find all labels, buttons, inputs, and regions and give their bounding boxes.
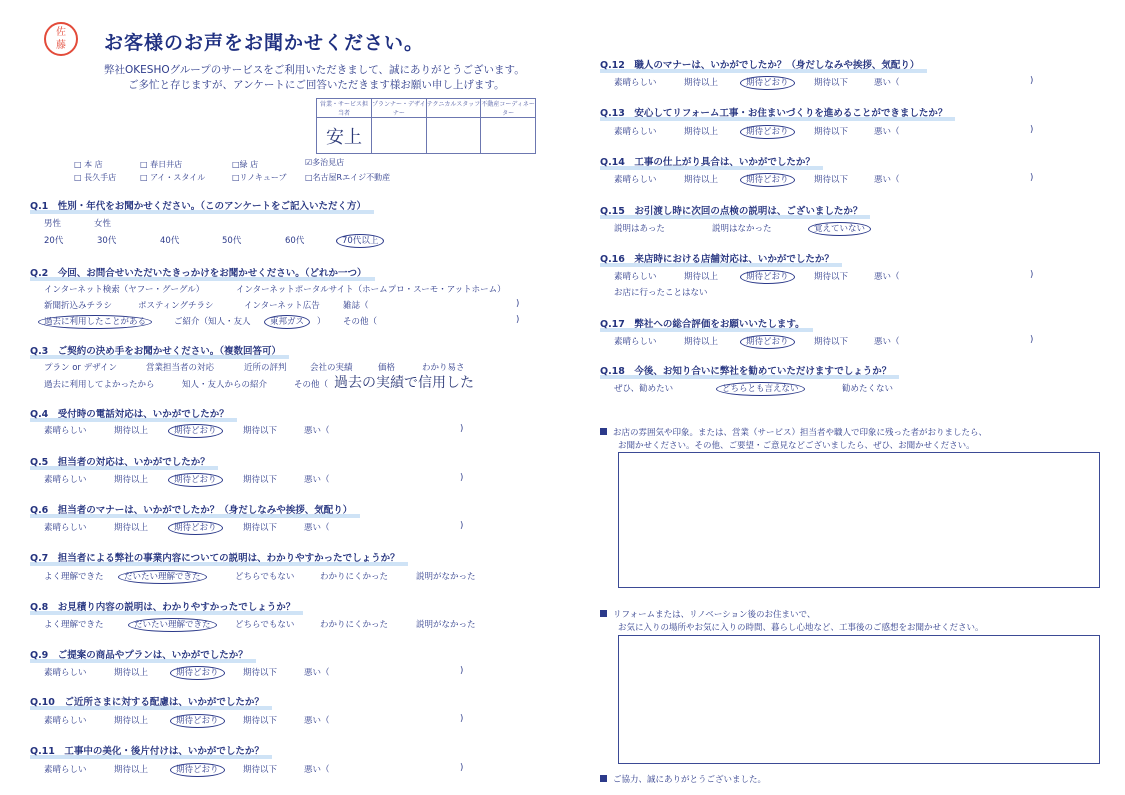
q2-internet-search[interactable]: インターネット検索（ヤフー・グーグル） xyxy=(44,285,205,295)
comment1-textarea[interactable] xyxy=(618,452,1100,588)
q4-opt-as-expected[interactable]: 期待どおり xyxy=(174,424,217,436)
q13-opt-bad-close: ) xyxy=(1030,125,1034,135)
intro-line-2: ご多忙と存じますが、アンケートにご回答いただきます様お願い申し上げます。 xyxy=(128,79,505,91)
sato-seal: 佐 藤 xyxy=(44,22,78,56)
q10-opt-above[interactable]: 期待以上 xyxy=(114,716,149,726)
comment2-prompt-1: リフォームまたは、リノベーション後のお住まいで、 xyxy=(600,608,815,620)
q10-opt-excellent[interactable]: 素晴らしい xyxy=(44,716,87,726)
comment2-textarea[interactable] xyxy=(618,635,1100,764)
store-kasugai[interactable]: □ 春日井店 xyxy=(140,160,183,169)
q16-opt-never-visited[interactable]: お店に行ったことはない xyxy=(614,288,708,298)
q12-opt-excellent[interactable]: 素晴らしい xyxy=(614,78,657,88)
q6-title: Q.6 担当者のマナーは、いかがでしたか？（身だしなみや挨拶、気配り） xyxy=(30,502,352,516)
q18-opt-recommend[interactable]: ぜひ、勧めたい xyxy=(614,384,674,394)
q17-opt-bad[interactable]: 悪い（ xyxy=(874,337,900,347)
q16-opt-below[interactable]: 期待以下 xyxy=(814,272,849,282)
q16-opt-bad-close: ) xyxy=(1030,270,1034,280)
q4-opt-bad[interactable]: 悪い（ xyxy=(304,426,330,436)
bullet-square-icon xyxy=(600,610,607,617)
q16-opt-as-expected[interactable]: 期待どおり xyxy=(746,270,789,282)
q6-opt-above[interactable]: 期待以上 xyxy=(114,523,149,533)
q15-title: Q.15 お引渡し時に次回の点検の説明は、ございましたか？ xyxy=(600,203,862,217)
q10-title: Q.10 ご近所さまに対する配慮は、いかがでしたか？ xyxy=(30,694,264,708)
q2-other[interactable]: その他（ xyxy=(343,317,378,327)
q9-opt-bad[interactable]: 悪い（ xyxy=(304,668,330,678)
q13-opt-above[interactable]: 期待以上 xyxy=(684,127,719,137)
q6-opt-excellent[interactable]: 素晴らしい xyxy=(44,523,87,533)
q8-opt-none[interactable]: 説明がなかった xyxy=(416,620,476,630)
q9-opt-as-expected[interactable]: 期待どおり xyxy=(176,666,219,678)
q1-age-50s[interactable]: 50代 xyxy=(222,236,242,246)
q13-opt-as-expected[interactable]: 期待どおり xyxy=(746,125,789,137)
q16-opt-above[interactable]: 期待以上 xyxy=(684,272,719,282)
q14-opt-excellent[interactable]: 素晴らしい xyxy=(614,175,657,185)
q11-opt-below[interactable]: 期待以下 xyxy=(243,765,278,775)
q12-opt-below[interactable]: 期待以下 xyxy=(814,78,849,88)
q13-title: Q.13 安心してリフォーム工事・お住まいづくりを進めることができましたか？ xyxy=(600,105,947,119)
q12-title: Q.12 職人のマナーは、いかがでしたか？（身だしなみや挨拶、気配り） xyxy=(600,57,919,71)
q4-opt-excellent[interactable]: 素晴らしい xyxy=(44,426,87,436)
q12-opt-bad-close: ) xyxy=(1030,76,1034,86)
bullet-square-icon xyxy=(600,428,607,435)
store-tajimi[interactable]: ☑多治見店 xyxy=(305,158,345,167)
q2-toho-gas[interactable]: 東邦ガス xyxy=(270,315,304,327)
q5-opt-bad[interactable]: 悪い（ xyxy=(304,475,330,485)
comment1-prompt-2: お聞かせください。その他、ご要望・ご意見などございましたら、ぜひ、お聞かせください。 xyxy=(618,441,975,451)
q2-newspaper-flyer[interactable]: 新聞折込みチラシ xyxy=(44,301,113,311)
q1-age-30s[interactable]: 30代 xyxy=(97,236,117,246)
q16-title: Q.16 来店時における店舗対応は、いかがでしたか？ xyxy=(600,251,834,265)
realestate-name-field[interactable] xyxy=(481,118,536,154)
q3-other-handwritten[interactable]: 過去の実績で信用した xyxy=(334,375,474,391)
q16-opt-bad[interactable]: 悪い（ xyxy=(874,272,900,282)
q14-opt-as-expected[interactable]: 期待どおり xyxy=(746,173,789,185)
q6-opt-as-expected[interactable]: 期待どおり xyxy=(174,521,217,533)
q3-other[interactable]: その他（ xyxy=(294,380,329,390)
q8-opt-neither[interactable]: どちらでもない xyxy=(235,620,295,630)
q12-opt-above[interactable]: 期待以上 xyxy=(684,78,719,88)
q3-title: Q.3 ご契約の決め手をお聞かせください。（複数回答可） xyxy=(30,343,281,357)
staff-table xyxy=(316,98,536,154)
q9-opt-above[interactable]: 期待以上 xyxy=(114,668,149,678)
q13-opt-bad[interactable]: 悪い（ xyxy=(874,127,900,137)
q2-magazine-close: ) xyxy=(516,299,520,309)
q3-track-record[interactable]: 会社の実績 xyxy=(310,363,353,373)
q10-opt-bad-close: ) xyxy=(460,714,464,724)
sales-staff-name[interactable]: 安上 xyxy=(317,118,372,154)
q8-opt-understood[interactable]: よく理解できた xyxy=(44,620,104,630)
q16-opt-excellent[interactable]: 素晴らしい xyxy=(614,272,657,282)
q14-opt-below[interactable]: 期待以下 xyxy=(814,175,849,185)
q7-opt-understood[interactable]: よく理解できた xyxy=(44,572,104,582)
store-honten[interactable]: □ 本 店 xyxy=(74,160,103,169)
q18-title: Q.18 今後、お知り合いに弊社を勧めていただけますでしょうか？ xyxy=(600,363,891,377)
q2-portal-site[interactable]: インターネットポータルサイト（ホームプロ・スーモ・アットホーム） xyxy=(236,285,506,295)
q9-opt-bad-close: ) xyxy=(460,666,464,676)
staff-header-planner: プランナー・デザイナー xyxy=(371,99,426,118)
q11-title: Q.11 工事中の美化・後片付けは、いかがでしたか？ xyxy=(30,743,264,757)
q9-opt-below[interactable]: 期待以下 xyxy=(243,668,278,678)
q2-posting-flyer[interactable]: ポスティングチラシ xyxy=(138,301,214,311)
staff-header-sales: 営業・サービス担当者 xyxy=(317,99,372,118)
staff-header-realestate: 不動産コーディネーター xyxy=(481,99,536,118)
q12-opt-bad[interactable]: 悪い（ xyxy=(874,78,900,88)
q15-opt-dont-remember[interactable]: 覚えていない xyxy=(814,222,865,234)
q11-opt-above[interactable]: 期待以上 xyxy=(114,765,149,775)
q17-opt-as-expected[interactable]: 期待どおり xyxy=(746,335,789,347)
q1-age-60s[interactable]: 60代 xyxy=(285,236,305,246)
q7-opt-unclear[interactable]: わかりにくかった xyxy=(320,572,389,582)
q2-other-close: ) xyxy=(516,315,520,325)
q5-opt-below[interactable]: 期待以下 xyxy=(243,475,278,485)
q11-opt-bad-close: ) xyxy=(460,763,464,773)
q17-opt-below[interactable]: 期待以下 xyxy=(814,337,849,347)
q2-title: Q.2 今回、お問合せいただいたきっかけをお聞かせください。（どれか一つ） xyxy=(30,265,367,279)
q14-opt-above[interactable]: 期待以上 xyxy=(684,175,719,185)
q17-title: Q.17 弊社への総合評価をお願いいたします。 xyxy=(600,316,805,330)
q13-opt-below[interactable]: 期待以下 xyxy=(814,127,849,137)
q18-opt-not-recommend[interactable]: 勧めたくない xyxy=(842,384,894,394)
q10-opt-below[interactable]: 期待以下 xyxy=(243,716,278,726)
q3-reputation[interactable]: 近所の評判 xyxy=(244,363,287,373)
q4-opt-bad-close: ) xyxy=(460,424,464,434)
q10-opt-as-expected[interactable]: 期待どおり xyxy=(176,714,219,726)
q8-title: Q.8 お見積り内容の説明は、わかりやすかったでしょうか？ xyxy=(30,599,295,613)
q11-opt-bad[interactable]: 悪い（ xyxy=(304,765,330,775)
bullet-square-icon xyxy=(600,775,607,782)
q6-opt-bad[interactable]: 悪い（ xyxy=(304,523,330,533)
q3-clarity[interactable]: わかり易さ xyxy=(422,363,465,373)
q8-opt-mostly[interactable]: だいたい理解できた xyxy=(134,618,211,630)
q3-plan-design[interactable]: プラン or デザイン xyxy=(44,363,118,373)
q6-opt-bad-close: ) xyxy=(460,521,464,531)
q3-good-past-use[interactable]: 過去に利用してよかったから xyxy=(44,380,155,390)
q3-sales-response[interactable]: 営業担当者の対応 xyxy=(146,363,215,373)
comment1-prompt-1: お店の雰囲気や印象。または、営業（サービス）担当者や職人で印象に残った者がおりましたら、 xyxy=(600,426,987,438)
store-nagoya-rage[interactable]: □名古屋Rエイジ不動産 xyxy=(305,173,391,182)
q2-internet-ad[interactable]: インターネット広告 xyxy=(244,301,320,311)
store-midori[interactable]: □緑 店 xyxy=(232,160,259,169)
intro-line-1: 弊社OKESHOグループのサービスをご利用いただきまして、誠にありがとうございます。 xyxy=(104,64,525,76)
q5-opt-above[interactable]: 期待以上 xyxy=(114,475,149,485)
technical-name-field[interactable] xyxy=(426,118,481,154)
q2-referral[interactable]: ご紹介（知人・友人 xyxy=(174,317,251,327)
thank-you-footer: ご協力、誠にありがとうございました。 xyxy=(600,773,766,785)
q17-opt-above[interactable]: 期待以上 xyxy=(684,337,719,347)
comment2-prompt-2: お気に入りの場所やお気に入りの時間、暮らし心地など、工事後のご感想をお聞かせください。 xyxy=(618,623,984,633)
q2-used-before[interactable]: 過去に利用したことがある xyxy=(44,315,146,327)
q7-opt-none[interactable]: 説明がなかった xyxy=(416,572,476,582)
q11-opt-excellent[interactable]: 素晴らしい xyxy=(44,765,87,775)
q14-title: Q.14 工事の仕上がり具合は、いかがでしたか？ xyxy=(600,154,815,168)
q15-opt-explained[interactable]: 説明はあった xyxy=(614,224,665,234)
q5-opt-as-expected[interactable]: 期待どおり xyxy=(174,473,217,485)
q2-referral-close: ） xyxy=(317,317,326,327)
planner-name-field[interactable] xyxy=(371,118,426,154)
q17-opt-bad-close: ) xyxy=(1030,335,1034,345)
q6-opt-below[interactable]: 期待以下 xyxy=(243,523,278,533)
q2-magazine[interactable]: 雑誌（ xyxy=(343,301,369,311)
q7-title: Q.7 担当者による弊社の事業内容についての説明は、わかりやすかったでしょうか？ xyxy=(30,550,400,564)
q3-price[interactable]: 価格 xyxy=(378,363,396,373)
store-istyle[interactable]: □ アイ・スタイル xyxy=(140,173,206,182)
q5-title: Q.5 担当者の対応は、いかがでしたか？ xyxy=(30,454,210,468)
q15-opt-not-explained[interactable]: 説明はなかった xyxy=(712,224,772,234)
q4-title: Q.4 受付時の電話対応は、いかがでしたか？ xyxy=(30,406,229,420)
q7-opt-neither[interactable]: どちらでもない xyxy=(235,572,295,582)
q1-female[interactable]: 女性 xyxy=(94,219,112,229)
q9-opt-excellent[interactable]: 素晴らしい xyxy=(44,668,87,678)
q1-age-40s[interactable]: 40代 xyxy=(160,236,180,246)
q18-opt-neither[interactable]: どちらとも言えない xyxy=(722,382,799,394)
q1-title: Q.1 性別・年代をお聞かせください。（このアンケートをご記入いただく方） xyxy=(30,198,366,212)
store-renocube[interactable]: □リノキューブ xyxy=(232,173,287,182)
q4-opt-below[interactable]: 期待以下 xyxy=(243,426,278,436)
staff-header-technical: テクニカルスタッフ xyxy=(426,99,481,118)
page-title: お客様のお声をお聞かせください。 xyxy=(104,32,425,54)
q3-friend-referral[interactable]: 知人・友人からの紹介 xyxy=(182,380,268,390)
q12-opt-as-expected[interactable]: 期待どおり xyxy=(746,76,789,88)
store-nagakute[interactable]: □ 長久手店 xyxy=(74,173,117,182)
q1-age-20s[interactable]: 20代 xyxy=(44,236,64,246)
q11-opt-as-expected[interactable]: 期待どおり xyxy=(176,763,219,775)
q7-opt-mostly[interactable]: だいたい理解できた xyxy=(124,570,201,582)
q14-opt-bad[interactable]: 悪い（ xyxy=(874,175,900,185)
q8-opt-unclear[interactable]: わかりにくかった xyxy=(320,620,389,630)
q4-opt-above[interactable]: 期待以上 xyxy=(114,426,149,436)
q10-opt-bad[interactable]: 悪い（ xyxy=(304,716,330,726)
q5-opt-excellent[interactable]: 素晴らしい xyxy=(44,475,87,485)
q5-opt-bad-close: ) xyxy=(460,473,464,483)
q9-title: Q.9 ご提案の商品やプランは、いかがでしたか？ xyxy=(30,647,248,661)
q1-age-70plus[interactable]: 70代以上 xyxy=(342,234,378,246)
q1-male[interactable]: 男性 xyxy=(44,219,62,229)
q13-opt-excellent[interactable]: 素晴らしい xyxy=(614,127,657,137)
q17-opt-excellent[interactable]: 素晴らしい xyxy=(614,337,657,347)
q14-opt-bad-close: ) xyxy=(1030,173,1034,183)
